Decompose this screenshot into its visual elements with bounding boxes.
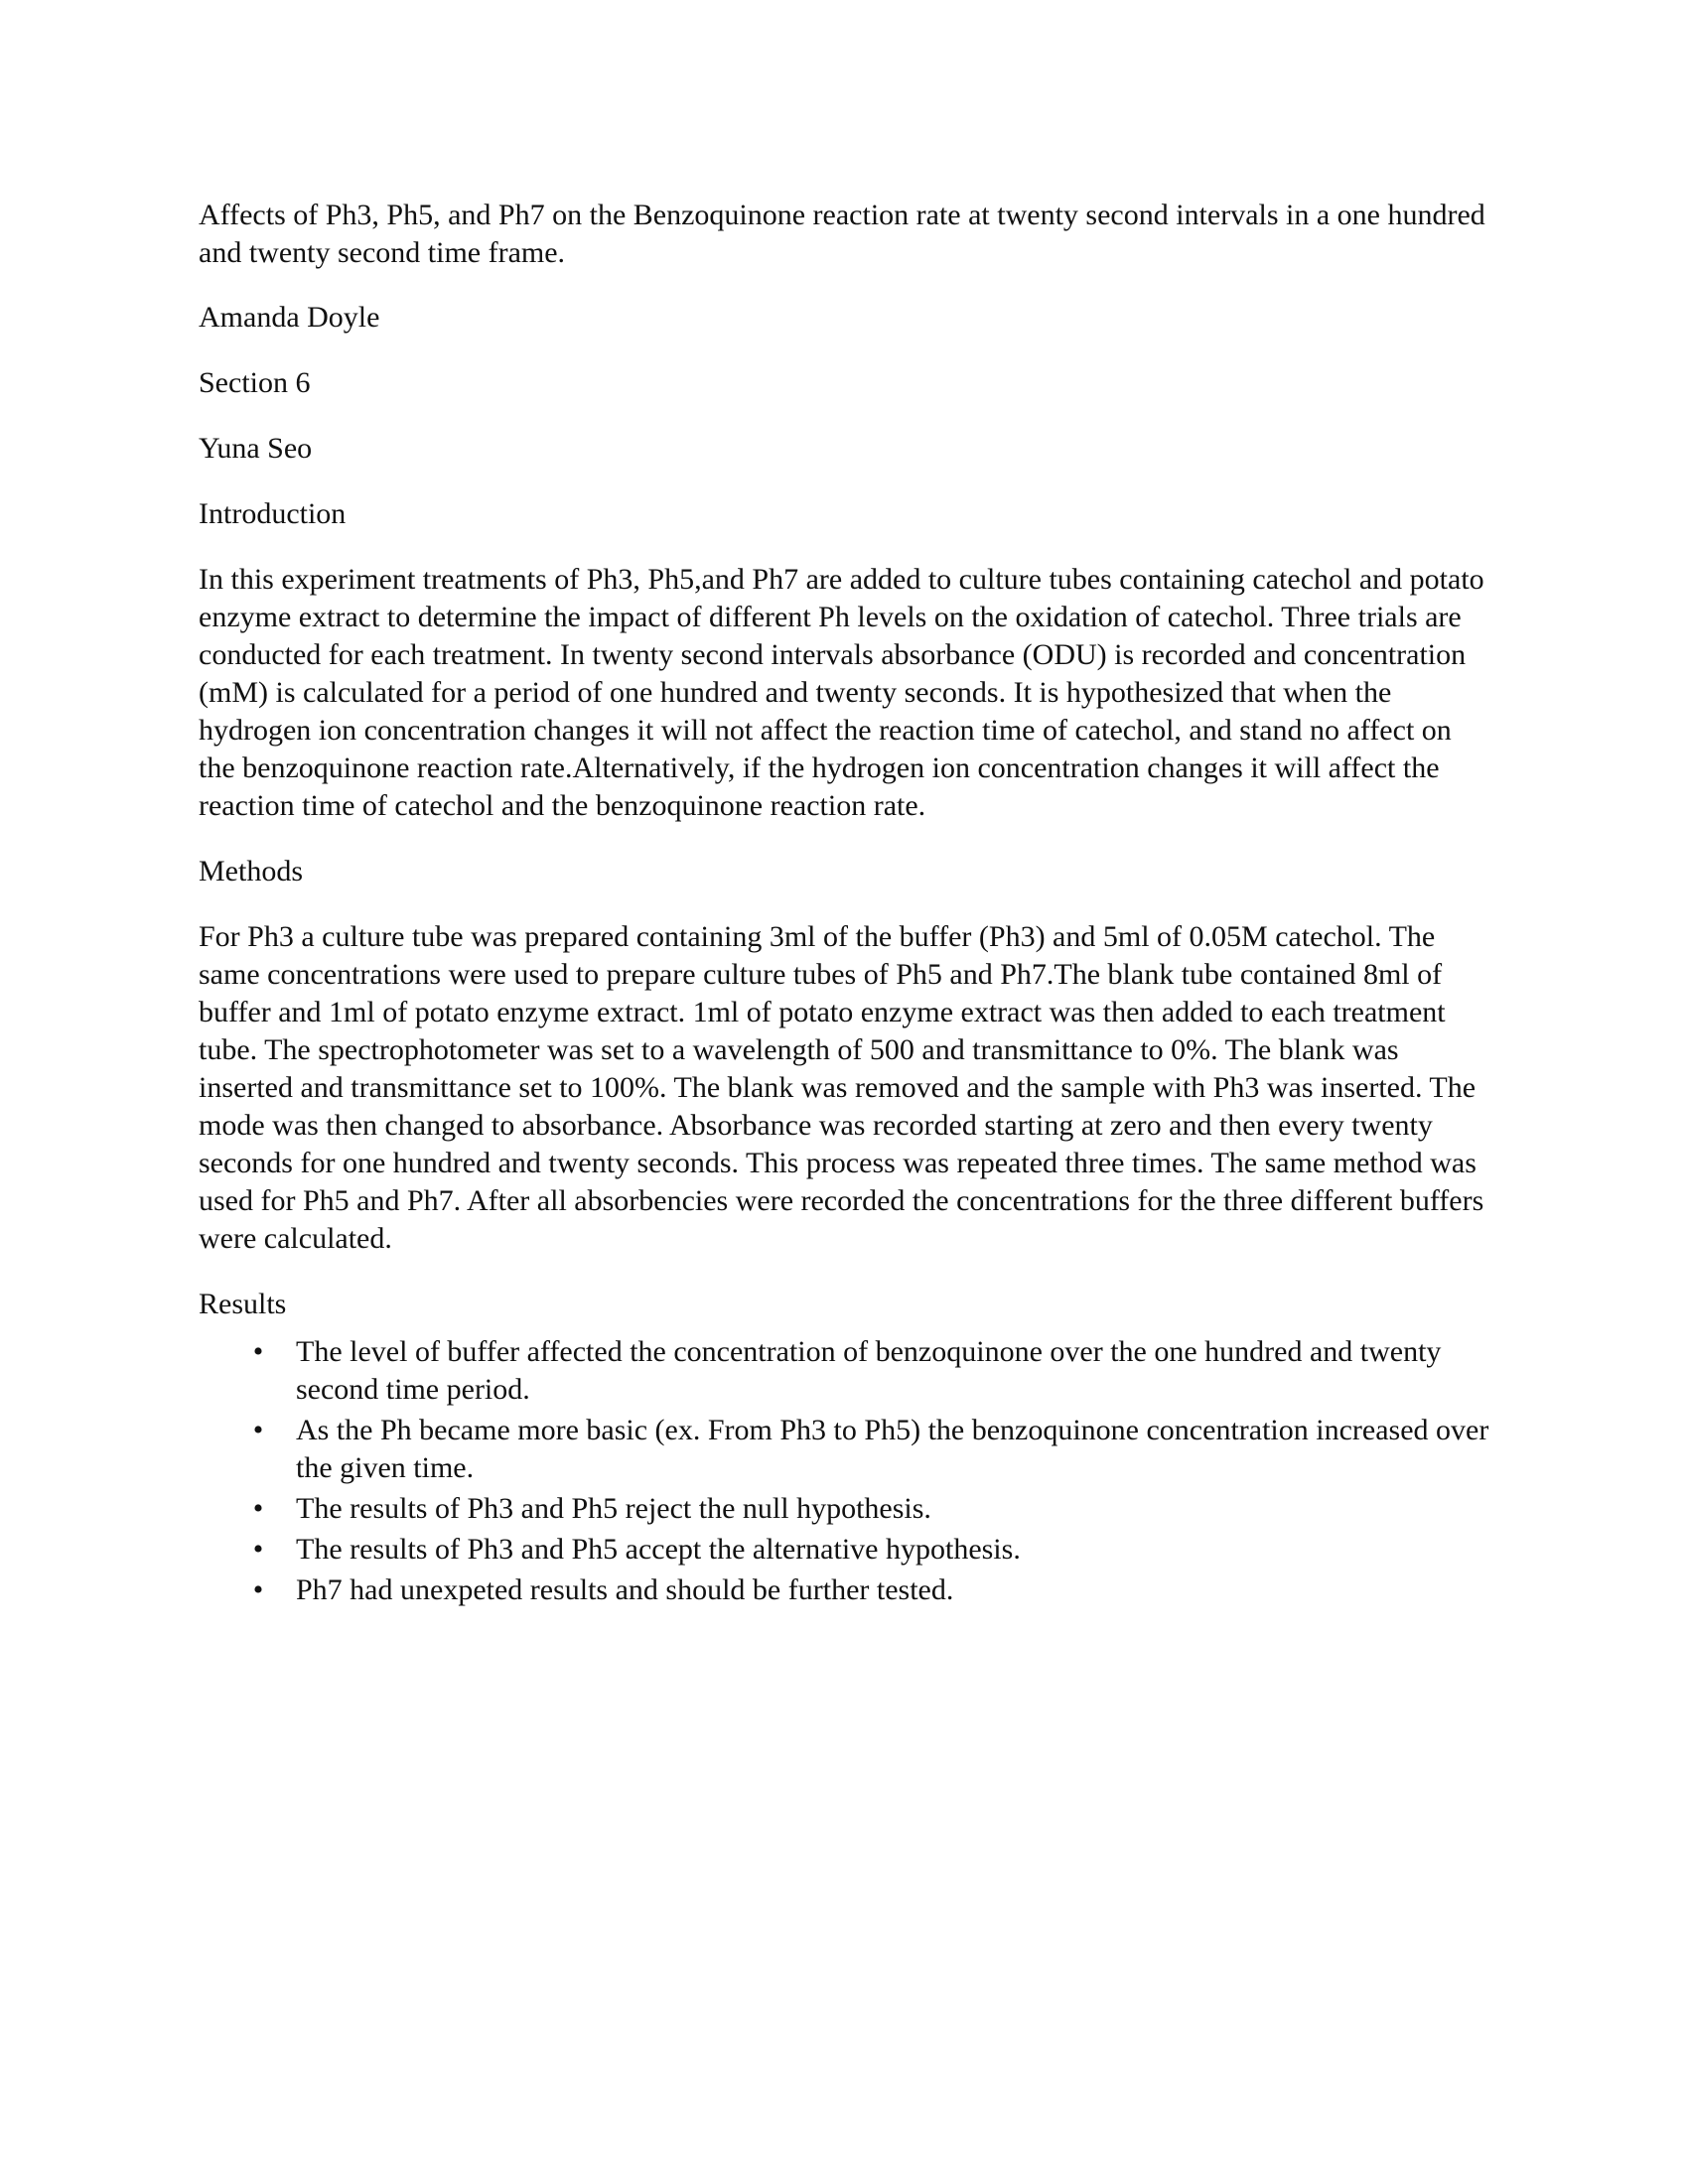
methods-heading: Methods [199, 855, 303, 887]
bullet-icon: • [252, 1335, 264, 1368]
results-item [199, 1571, 1489, 1609]
bullet-icon: • [252, 1573, 264, 1606]
results-item [199, 1531, 1489, 1569]
author-name: Amanda Doyle [199, 301, 380, 334]
results-item-text: Ph7 had unexpeted results and should be further tested. [296, 1573, 954, 1606]
results-item-text: The level of buffer affected the concentration of benzoquinone over the one hundred and twenty second time period. [296, 1335, 1442, 1406]
results-list [199, 1333, 1489, 1609]
methods-body: For Ph3 a culture tube was prepared containing 3ml of the buffer (Ph3) and 5ml of 0.05M catechol. The same concentrations were used to prepare culture tubes of Ph5 and Ph7.The blank tube contained 8ml of buffer and 1ml of potato enzyme extract. 1ml of potato enzyme extract was then added to each treatment tube. The spectrophotometer was set to a wavelength of 500 and transmittance to 0%. The blank was inserted and transmittance set to 100%. The blank was removed and the sample with Ph3 was inserted. The mode was then changed to absorbance. Absorbance was recorded starting at zero and then every twenty seconds for one hundred and twenty seconds. This process was repeated three times. The same method was used for Ph5 and Ph7. After all absorbencies were recorded the concentrations for the three different buffers were calculated. [199, 920, 1484, 1255]
document-page [199, 197, 1489, 1612]
results-item-text: As the Ph became more basic (ex. From Ph3 to Ph5) the benzoquinone concentration increased over the given time. [296, 1414, 1489, 1484]
results-item [199, 1412, 1489, 1487]
introduction-body: In this experiment treatments of Ph3, Ph5,and Ph7 are added to culture tubes containing catechol and potato enzyme extract to determine the impact of different Ph levels on the oxidation of catechol. Three trials are conducted for each treatment. In twenty second intervals absorbance (ODU) is recorded and concentration (mM) is calculated for a period of one hundred and twenty seconds. It is hypothesized that when the hydrogen ion concentration changes it will not affect the reaction time of catechol, and stand no affect on the benzoquinone reaction rate.Alternatively, if the hydrogen ion concentration changes it will affect the reaction time of catechol and the benzoquinone reaction rate. [199, 563, 1484, 822]
results-heading: Results [199, 1288, 287, 1320]
bullet-icon: • [252, 1492, 264, 1525]
results-item-text: The results of Ph3 and Ph5 accept the alternative hypothesis. [296, 1533, 1021, 1566]
partner-name: Yuna Seo [199, 432, 313, 465]
results-item [199, 1490, 1489, 1528]
section-label: Section 6 [199, 366, 311, 399]
document-title: Affects of Ph3, Ph5, and Ph7 on the Benzoquinone reaction rate at twenty second intervals in a one hundred and twenty second time frame. [199, 199, 1485, 269]
results-item-text: The results of Ph3 and Ph5 reject the null hypothesis. [296, 1492, 931, 1525]
bullet-icon: • [252, 1414, 264, 1446]
bullet-icon: • [252, 1533, 264, 1566]
results-item [199, 1333, 1489, 1409]
introduction-heading: Introduction [199, 497, 347, 530]
